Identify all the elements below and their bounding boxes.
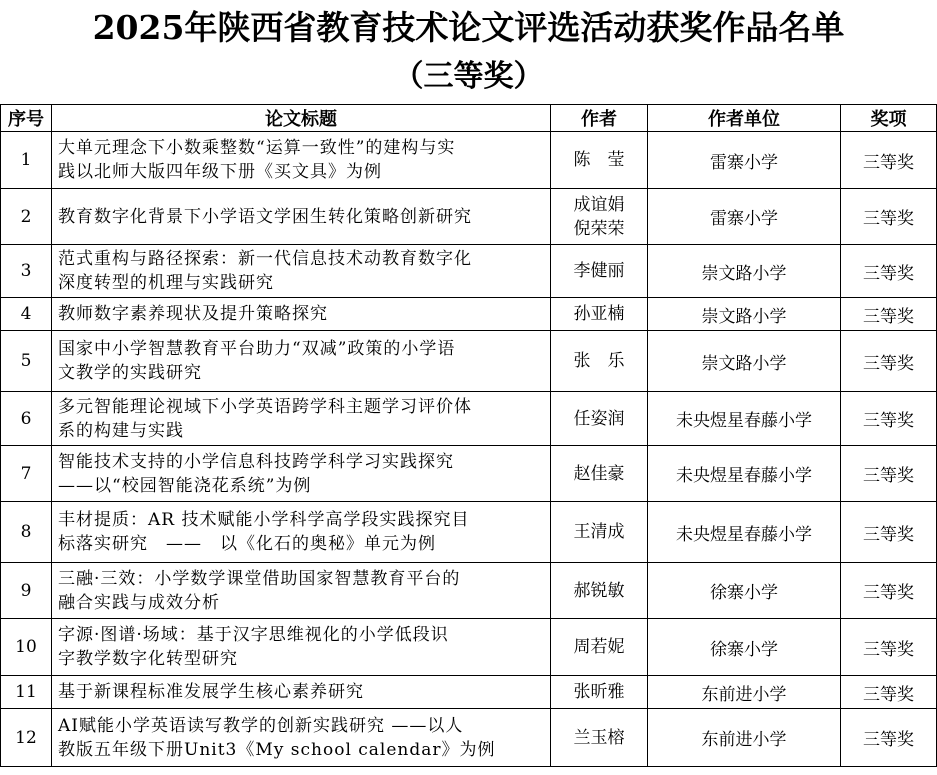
author-unit: 徐寨小学 xyxy=(648,619,841,676)
paper-title-line: 融合实践与成效分析 xyxy=(58,592,220,613)
author xyxy=(551,298,648,331)
row-number: 8 xyxy=(1,502,52,563)
table-row xyxy=(1,331,937,392)
award-level: 三等奖 xyxy=(841,331,937,392)
table-row xyxy=(1,676,937,709)
award-level: 三等奖 xyxy=(841,132,937,189)
author xyxy=(551,331,648,392)
author-name: 郝锐敏 xyxy=(573,580,625,601)
author xyxy=(551,446,648,502)
paper-title-line: 字教学数字化转型研究 xyxy=(58,649,238,669)
paper-title-line: 基于新课程标准发展学生核心素养研究 xyxy=(58,682,364,702)
author-unit: 东前进小学 xyxy=(648,709,841,767)
paper-title-line: 大单元理念下小数乘整数“运算一致性”的建构与实 xyxy=(58,138,456,158)
paper-title xyxy=(52,619,551,676)
row-number: 7 xyxy=(1,446,52,502)
header-no: 序号 xyxy=(1,105,52,132)
author-unit: 崇文路小学 xyxy=(648,298,841,331)
author-name: 陈 莹 xyxy=(573,150,625,170)
author-name: 张昕雅 xyxy=(573,682,625,702)
author xyxy=(551,676,648,709)
author xyxy=(551,132,648,189)
paper-title-line: 字源·图谱·场域：基于汉字思维视化的小学低段识 xyxy=(58,625,449,645)
page-subtitle: （三等奖） xyxy=(393,59,544,94)
author-name: 李健丽 xyxy=(573,261,625,281)
paper-title-line: 标落实研究 —— 以《化石的奥秘》单元为例 xyxy=(58,534,436,554)
paper-title-line: 系的构建与实践 xyxy=(58,420,184,441)
author-unit: 雷寨小学 xyxy=(648,189,841,245)
row-number: 1 xyxy=(1,132,52,189)
author-name: 王清成 xyxy=(573,522,625,542)
table-row xyxy=(1,392,937,446)
row-number: 10 xyxy=(1,619,52,676)
author-name: 孙亚楠 xyxy=(573,304,625,324)
row-number: 2 xyxy=(1,189,52,245)
author xyxy=(551,563,648,619)
table-row xyxy=(1,502,937,563)
author-name: 周若妮 xyxy=(573,637,625,657)
table-row xyxy=(1,245,937,298)
header-unit: 作者单位 xyxy=(648,105,841,132)
award-level: 三等奖 xyxy=(841,502,937,563)
paper-title xyxy=(52,676,551,709)
row-number: 5 xyxy=(1,331,52,392)
paper-title-line: 教育数字化背景下小学语文学困生转化策略创新研究 xyxy=(58,206,472,227)
table-row xyxy=(1,446,937,502)
header-award: 奖项 xyxy=(841,105,937,132)
paper-title xyxy=(52,189,551,245)
author-unit: 未央煜星春藤小学 xyxy=(648,502,841,563)
paper-title-line: 文教学的实践研究 xyxy=(58,363,202,383)
author-name: 倪荣荣 xyxy=(573,218,625,239)
author-unit: 崇文路小学 xyxy=(648,245,841,298)
paper-title xyxy=(52,563,551,619)
author xyxy=(551,189,648,245)
author-name: 赵佳豪 xyxy=(573,463,625,484)
author xyxy=(551,245,648,298)
author-name: 任姿润 xyxy=(573,408,625,429)
author xyxy=(551,619,648,676)
table-row xyxy=(1,298,937,331)
paper-title xyxy=(52,298,551,331)
author-unit: 未央煜星春藤小学 xyxy=(648,446,841,502)
paper-title-line: 深度转型的机理与实践研究 xyxy=(58,273,274,293)
paper-title-line: 智能技术支持的小学信息科技跨学科学习实践探究 xyxy=(58,451,454,472)
table-body xyxy=(1,132,937,767)
paper-title-line: 践以北师大版四年级下册《买文具》为例 xyxy=(58,162,382,182)
paper-title-line: 多元智能理论视域下小学英语跨学科主题学习评价体 xyxy=(58,396,472,417)
table-row xyxy=(1,189,937,245)
author-unit: 未央煜星春藤小学 xyxy=(648,392,841,446)
award-level: 三等奖 xyxy=(841,563,937,619)
row-number: 9 xyxy=(1,563,52,619)
author-unit: 崇文路小学 xyxy=(648,331,841,392)
author-name: 兰玉榕 xyxy=(573,727,625,748)
header-title: 论文标题 xyxy=(52,105,551,132)
table-row xyxy=(1,563,937,619)
row-number: 3 xyxy=(1,245,52,298)
award-level: 三等奖 xyxy=(841,619,937,676)
author-name: 成谊娟 xyxy=(573,194,625,215)
award-table xyxy=(0,104,937,767)
award-level: 三等奖 xyxy=(841,189,937,245)
author-unit: 徐寨小学 xyxy=(648,563,841,619)
paper-title xyxy=(52,392,551,446)
row-number: 6 xyxy=(1,392,52,446)
author xyxy=(551,502,648,563)
paper-title-line: 教版五年级下册Unit3《My school calendar》为例 xyxy=(58,739,496,760)
paper-title-line: AI赋能小学英语读写教学的创新实践研究 ——以人 xyxy=(58,715,464,736)
award-level: 三等奖 xyxy=(841,392,937,446)
author xyxy=(551,392,648,446)
table-row xyxy=(1,132,937,189)
table-row xyxy=(1,619,937,676)
paper-title xyxy=(52,331,551,392)
row-number: 11 xyxy=(1,676,52,709)
award-level: 三等奖 xyxy=(841,709,937,767)
author-unit: 东前进小学 xyxy=(648,676,841,709)
author xyxy=(551,709,648,767)
paper-title xyxy=(52,709,551,767)
award-level: 三等奖 xyxy=(841,298,937,331)
paper-title-line: 教师数字素养现状及提升策略探究 xyxy=(58,304,328,324)
paper-title xyxy=(52,132,551,189)
row-number: 12 xyxy=(1,709,52,767)
table-row xyxy=(1,709,937,767)
award-level: 三等奖 xyxy=(841,245,937,298)
paper-title-line: 国家中小学智慧教育平台助力“双减”政策的小学语 xyxy=(58,339,456,359)
paper-title-line: ——以“校园智能浇花系统”为例 xyxy=(58,475,312,496)
paper-title xyxy=(52,245,551,298)
header-author: 作者 xyxy=(551,105,648,132)
paper-title xyxy=(52,446,551,502)
paper-title-line: 丰材提质：AR 技术赋能小学科学高学段实践探究目 xyxy=(58,510,470,530)
row-number: 4 xyxy=(1,298,52,331)
author-unit: 雷寨小学 xyxy=(648,132,841,189)
award-level: 三等奖 xyxy=(841,676,937,709)
table-header-row xyxy=(1,105,937,132)
paper-title-line: 三融·三效：小学数学课堂借助国家智慧教育平台的 xyxy=(58,568,461,589)
award-level: 三等奖 xyxy=(841,446,937,502)
author-name: 张 乐 xyxy=(573,351,625,371)
paper-title xyxy=(52,502,551,563)
paper-title-line: 范式重构与路径探索：新一代信息技术动教育数字化 xyxy=(58,249,472,269)
page-title: 2025年陕西省教育技术论文评选活动获奖作品名单 xyxy=(92,8,845,47)
